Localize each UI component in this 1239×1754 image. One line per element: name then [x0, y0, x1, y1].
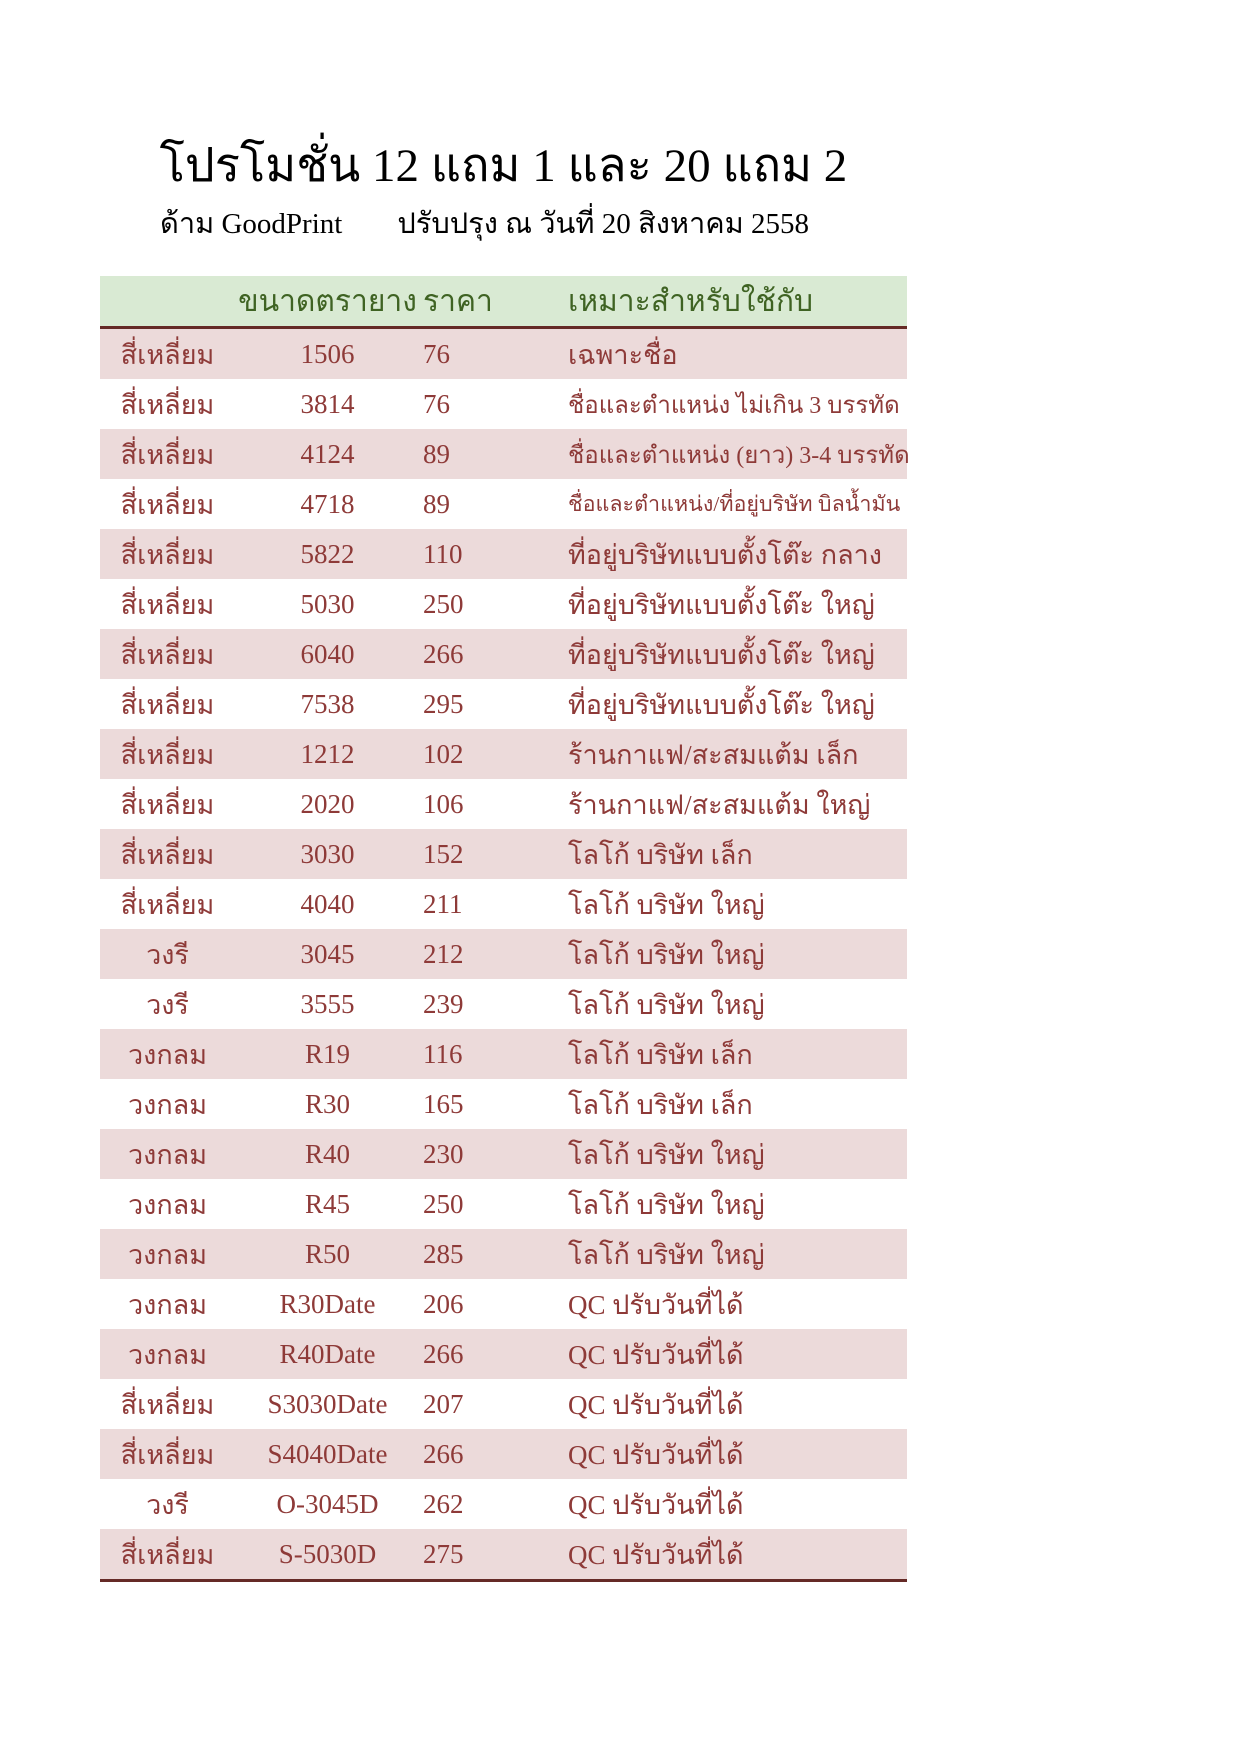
table-row [100, 929, 907, 979]
usage-cell: โลโก้ บริษัท ใหญ่ [568, 989, 765, 1020]
price-cell: 207 [423, 1388, 464, 1419]
usage-cell: QC ปรับวันที่ได้ [560, 1429, 907, 1479]
price-cell: 102 [420, 729, 560, 779]
price-cell: 285 [420, 1229, 560, 1279]
usage-cell: ที่อยู่บริษัทแบบตั้งโต๊ะ ใหญ่ [568, 689, 875, 720]
table-header-row [100, 276, 907, 328]
col-header-size: ขนาดตรายาง [235, 276, 420, 328]
table-row [100, 729, 907, 779]
table-row [100, 979, 907, 1029]
size-cell: R45 [304, 1188, 350, 1219]
col-header-price: ราคา [420, 276, 560, 328]
col-header-shape [100, 276, 235, 328]
table-row [100, 1529, 907, 1581]
page-title: โปรโมชั่น 12 แถม 1 และ 20 แถม 2 [159, 140, 848, 192]
usage-cell: ที่อยู่บริษัทแบบตั้งโต๊ะ ใหญ่ [568, 589, 875, 620]
size-cell: R30 [304, 1088, 350, 1119]
usage-cell: โลโก้ บริษัท เล็ก [568, 1089, 753, 1120]
usage-cell: QC ปรับวันที่ได้ [568, 1289, 744, 1320]
size-cell: R40Date [235, 1329, 420, 1379]
shape-cell: สี่เหลี่ยม [120, 489, 215, 520]
usage-cell: QC ปรับวันที่ได้ [560, 1329, 907, 1379]
shape-cell: สี่เหลี่ยม [100, 829, 235, 879]
price-cell: 116 [420, 1029, 560, 1079]
table-row [100, 1079, 907, 1129]
price-cell: 266 [420, 629, 560, 679]
usage-cell: โลโก้ บริษัท ใหญ่ [560, 929, 907, 979]
price-cell: 250 [423, 588, 464, 619]
price-cell: 89 [423, 488, 450, 519]
usage-cell: โลโก้ บริษัท เล็ก [560, 1029, 907, 1079]
usage-cell: ร้านกาแฟ/สะสมแต้ม ใหญ่ [568, 789, 871, 820]
shape-cell: วงรี [100, 929, 235, 979]
price-cell: 110 [420, 529, 560, 579]
price-cell: 76 [420, 328, 560, 380]
table-row [100, 1029, 907, 1079]
shape-cell: สี่เหลี่ยม [120, 889, 215, 920]
shape-cell: วงกลม [127, 1289, 208, 1320]
price-cell: 89 [420, 429, 560, 479]
shape-cell: วงกลม [100, 1129, 235, 1179]
shape-cell: สี่เหลี่ยม [100, 429, 235, 479]
price-table [100, 276, 910, 1582]
table-row [100, 1229, 907, 1279]
size-cell: S4040Date [235, 1429, 420, 1479]
size-cell: 5030 [300, 588, 355, 619]
table-row [100, 779, 907, 829]
shape-cell: สี่เหลี่ยม [100, 1529, 235, 1581]
usage-cell: โลโก้ บริษัท ใหญ่ [560, 1129, 907, 1179]
size-cell: 6040 [235, 629, 420, 679]
usage-cell: เฉพาะชื่อ [560, 328, 907, 380]
shape-cell: สี่เหลี่ยม [120, 689, 215, 720]
shape-cell: สี่เหลี่ยม [100, 629, 235, 679]
size-cell: R30Date [279, 1288, 376, 1319]
usage-cell: QC ปรับวันที่ได้ [568, 1489, 744, 1520]
price-cell: 212 [420, 929, 560, 979]
table-row [100, 679, 907, 729]
price-cell: 230 [420, 1129, 560, 1179]
usage-cell: ที่อยู่บริษัทแบบตั้งโต๊ะ กลาง [560, 529, 907, 579]
table-row [100, 479, 907, 529]
table-row [100, 1329, 907, 1379]
price-cell: 106 [423, 788, 464, 819]
usage-cell: ร้านกาแฟ/สะสมแต้ม เล็ก [560, 729, 907, 779]
size-cell: 4040 [300, 888, 355, 919]
shape-cell: วงกลม [100, 1029, 235, 1079]
price-cell: 152 [420, 829, 560, 879]
usage-cell: โลโก้ บริษัท ใหญ่ [568, 889, 765, 920]
col-header-usage: เหมาะสำหรับใช้กับ [560, 276, 907, 328]
usage-cell: โลโก้ บริษัท ใหญ่ [560, 1229, 907, 1279]
size-cell: 3555 [300, 988, 355, 1019]
price-cell: 266 [420, 1429, 560, 1479]
shape-cell: สี่เหลี่ยม [120, 1389, 215, 1420]
usage-cell: ชื่อและตำแหน่ง (ยาว) 3-4 บรรทัด [560, 429, 907, 479]
usage-cell: QC ปรับวันที่ได้ [560, 1529, 907, 1581]
subtitle-brand: ด้าม GoodPrint [160, 208, 343, 240]
price-cell: 266 [420, 1329, 560, 1379]
table-row [100, 429, 907, 479]
table-row [100, 829, 907, 879]
size-cell: R19 [235, 1029, 420, 1079]
shape-cell: สี่เหลี่ยม [120, 789, 215, 820]
table-row [100, 1479, 907, 1529]
price-cell: 275 [420, 1529, 560, 1581]
size-cell: O-3045D [276, 1488, 379, 1519]
shape-cell: สี่เหลี่ยม [100, 529, 235, 579]
usage-cell: ชื่อและตำแหน่ง ไม่เกิน 3 บรรทัด [568, 392, 900, 419]
usage-cell: โลโก้ บริษัท เล็ก [560, 829, 907, 879]
size-cell: 3814 [300, 388, 355, 419]
price-cell: 295 [423, 688, 464, 719]
shape-cell: สี่เหลี่ยม [100, 328, 235, 380]
shape-cell: สี่เหลี่ยม [100, 729, 235, 779]
shape-cell: วงกลม [100, 1329, 235, 1379]
size-cell: S3030Date [267, 1388, 388, 1419]
shape-cell: วงกลม [127, 1089, 208, 1120]
size-cell: 4718 [300, 488, 355, 519]
size-cell: R40 [235, 1129, 420, 1179]
size-cell: R50 [235, 1229, 420, 1279]
size-cell: 4124 [235, 429, 420, 479]
size-cell: 5822 [235, 529, 420, 579]
price-cell: 250 [423, 1188, 464, 1219]
table-row [100, 1179, 907, 1229]
size-cell: 2020 [300, 788, 355, 819]
size-cell: 3030 [235, 829, 420, 879]
page-subtitle [160, 204, 809, 244]
shape-cell: สี่เหลี่ยม [100, 1429, 235, 1479]
table-row [100, 379, 907, 429]
shape-cell: วงรี [146, 989, 189, 1020]
table-row [100, 579, 907, 629]
table-row [100, 629, 907, 679]
size-cell: 1212 [235, 729, 420, 779]
subtitle-updated-date: ปรับปรุง ณ วันที่ 20 สิงหาคม 2558 [397, 208, 810, 240]
shape-cell: สี่เหลี่ยม [120, 589, 215, 620]
table-row [100, 1129, 907, 1179]
table-row [100, 879, 907, 929]
shape-cell: วงกลม [127, 1189, 208, 1220]
size-cell: 1506 [235, 328, 420, 380]
table-row [100, 529, 907, 579]
usage-cell: ที่อยู่บริษัทแบบตั้งโต๊ะ ใหญ่ [560, 629, 907, 679]
shape-cell: สี่เหลี่ยม [120, 389, 215, 420]
usage-cell: โลโก้ บริษัท ใหญ่ [568, 1189, 765, 1220]
size-cell: 3045 [235, 929, 420, 979]
usage-cell: QC ปรับวันที่ได้ [568, 1389, 744, 1420]
price-cell: 262 [423, 1488, 464, 1519]
shape-cell: วงกลม [100, 1229, 235, 1279]
price-cell: 211 [423, 888, 463, 919]
price-cell: 76 [423, 388, 450, 419]
size-cell: S-5030D [235, 1529, 420, 1581]
size-cell: 7538 [300, 688, 355, 719]
table-row [100, 328, 907, 380]
price-cell: 206 [423, 1288, 464, 1319]
table-row [100, 1379, 907, 1429]
table-row [100, 1279, 907, 1329]
usage-cell: ชื่อและตำแหน่ง/ที่อยู่บริษัท บิลน้ำมัน [568, 492, 901, 516]
price-cell: 165 [423, 1088, 464, 1119]
price-cell: 239 [423, 988, 464, 1019]
table-row [100, 1429, 907, 1479]
shape-cell: วงรี [146, 1489, 189, 1520]
